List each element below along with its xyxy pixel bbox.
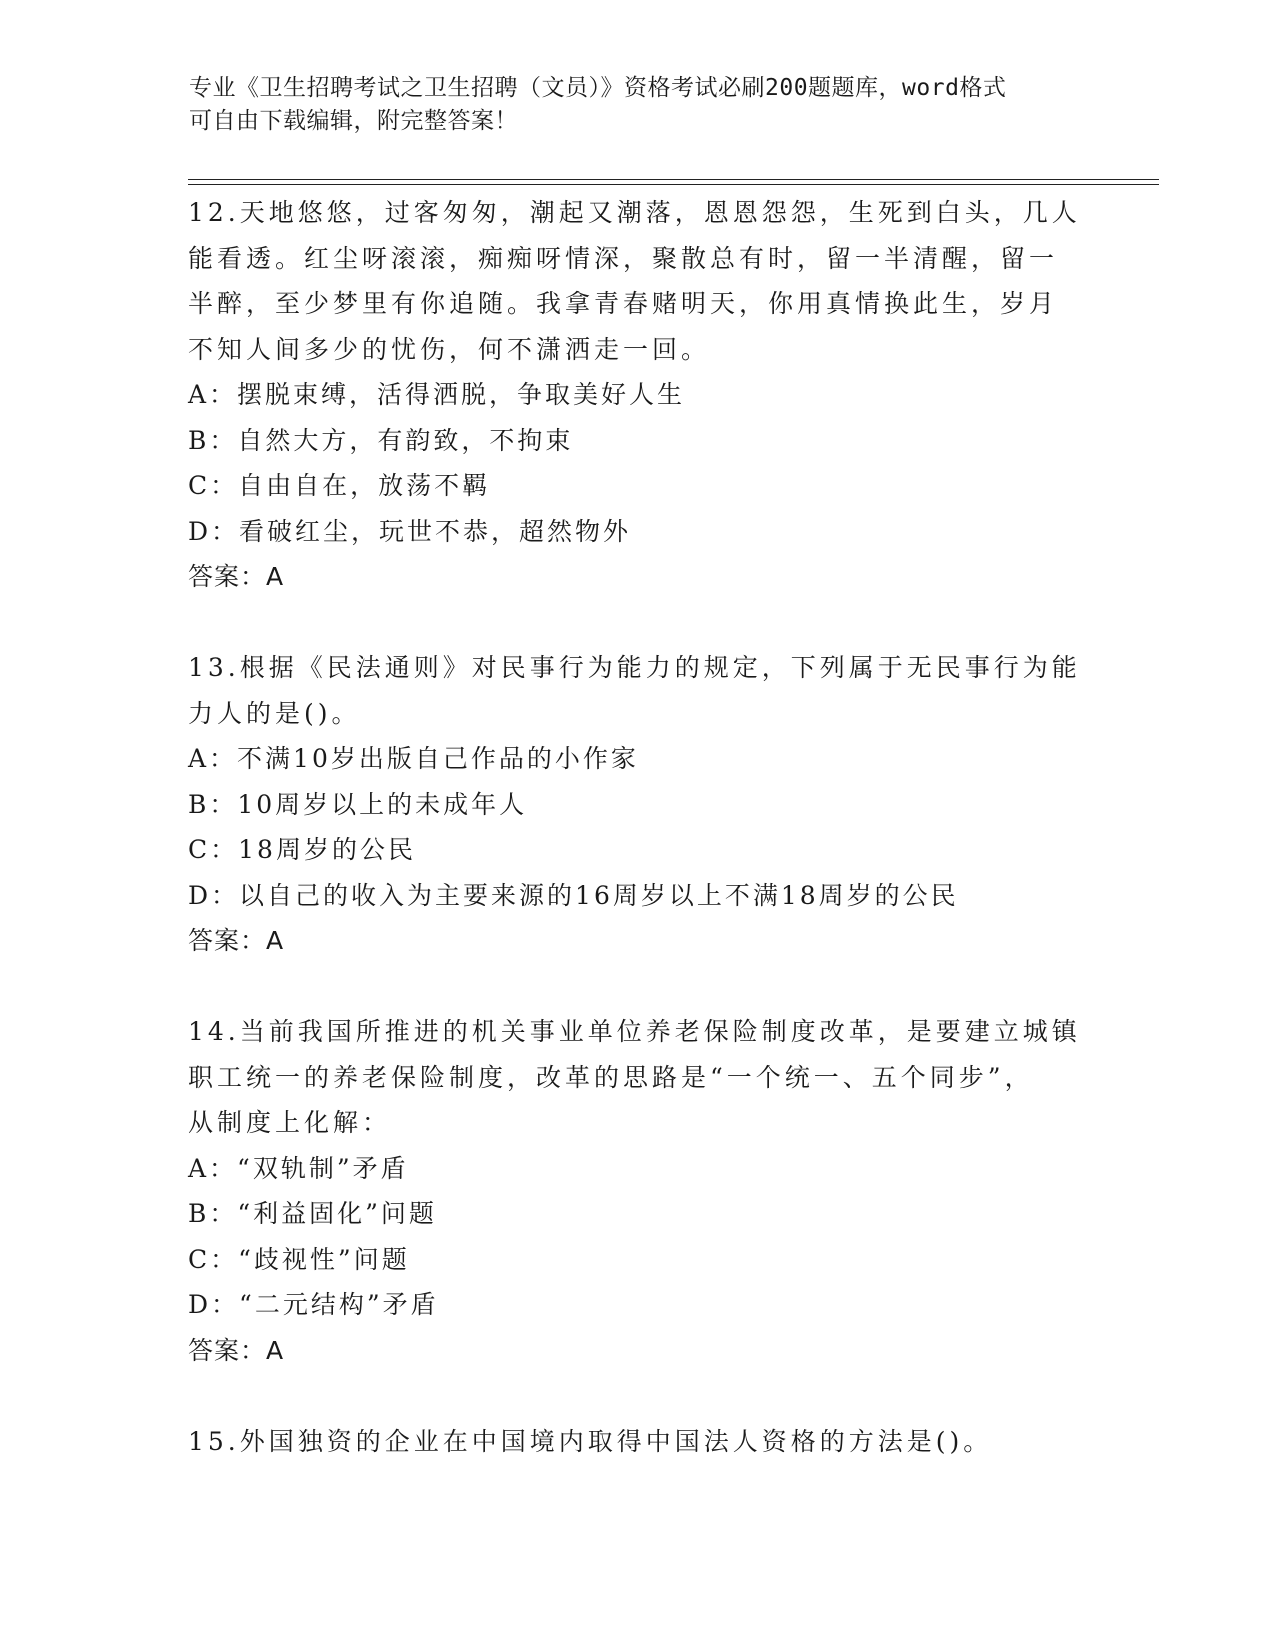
- question-stem: [188, 190, 1088, 372]
- stem-line: 15.外国独资的企业在中国境内取得中国法人资格的方法是()。: [188, 1426, 993, 1456]
- stem-line: 从制度上化解：: [188, 1108, 392, 1137]
- option-b: B：自然大方，有韵致，不拘束: [188, 425, 574, 455]
- question-14: [188, 1009, 1088, 1373]
- answer-line: 答案：A: [188, 1335, 285, 1365]
- answer-line: 答案：A: [188, 926, 285, 955]
- option-c: C：18周岁的公民: [188, 835, 416, 864]
- header-divider-bottom: [188, 184, 1159, 185]
- question-12: [188, 190, 1088, 600]
- option-a: A：不满10岁出版自己作品的小作家: [188, 744, 639, 773]
- stem-line: 职工统一的养老保险制度，改革的思路是“一个统一、五个同步”，: [188, 1062, 1034, 1092]
- header-line-1: 专业《卫生招聘考试之卫生招聘（文员）》资格考试必刷200题题库，word格式: [189, 75, 1007, 101]
- stem-line: 12.天地悠悠，过客匆匆，潮起又潮落，恩恩怨怨，生死到白头，几人: [188, 198, 1081, 227]
- question-list: [188, 190, 1088, 1464]
- stem-line: 能看透。红尘呀滚滚，痴痴呀情深，聚散总有时，留一半清醒，留一: [188, 243, 1059, 273]
- stem-line: 不知人间多少的忧伤，何不潇洒走一回。: [188, 334, 711, 364]
- document-header: [189, 72, 1089, 138]
- option-a: A：“双轨制”矛盾: [188, 1153, 409, 1183]
- stem-line: 13.根据《民法通则》对民事行为能力的规定，下列属于无民事行为能: [188, 653, 1081, 682]
- option-c: C：自由自在，放荡不羁: [188, 471, 491, 500]
- stem-line: 14.当前我国所推进的机关事业单位养老保险制度改革，是要建立城镇: [188, 1017, 1081, 1046]
- question-stem: [188, 1419, 1088, 1465]
- option-a: A：摆脱束缚，活得洒脱，争取美好人生: [188, 380, 686, 409]
- stem-line: 力人的是()。: [188, 698, 361, 728]
- question-stem: [188, 1009, 1088, 1146]
- header-line-2: 可自由下载编辑，附完整答案！: [189, 108, 518, 134]
- option-b: B：10周岁以上的未成年人: [188, 789, 528, 819]
- question-13: [188, 645, 1088, 964]
- question-spacer: [188, 1373, 1088, 1419]
- stem-line: 半醉，至少梦里有你追随。我拿青春赌明天，你用真情换此生，岁月: [188, 289, 1059, 318]
- option-b: B：“利益固化”问题: [188, 1199, 437, 1228]
- option-d: D：“二元结构”矛盾: [188, 1290, 439, 1319]
- option-d: D：看破红尘，玩世不恭，超然物外: [188, 516, 632, 546]
- question-stem: [188, 645, 1088, 736]
- question-spacer: [188, 600, 1088, 646]
- question-15: [188, 1419, 1088, 1465]
- question-spacer: [188, 964, 1088, 1010]
- answer-line: 答案：A: [188, 562, 285, 591]
- option-c: C：“歧视性”问题: [188, 1244, 410, 1274]
- header-divider-top: [188, 179, 1159, 180]
- option-d: D：以自己的收入为主要来源的16周岁以上不满18周岁的公民: [188, 880, 959, 910]
